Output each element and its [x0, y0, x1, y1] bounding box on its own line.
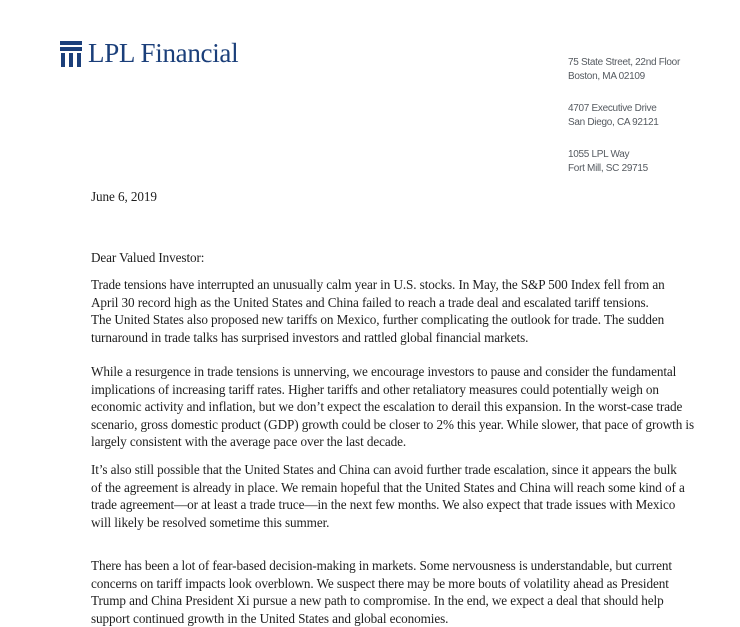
paragraph-2: [91, 363, 694, 451]
paragraph-4: [91, 557, 691, 627]
paragraph-line: concerns on tariff impacts look overblown. We suspect there may be more bouts of volatility ahead as President: [91, 575, 669, 591]
paragraph-1: [91, 276, 691, 346]
office-addresses: [568, 56, 680, 194]
paragraph-line: support continued growth in the United States and global economies.: [91, 610, 449, 626]
company-logo: [60, 40, 238, 67]
paragraph-line: implications of increasing tariff rates. Higher tariffs and other retaliatory measures could potentially weigh on: [91, 381, 659, 397]
paragraph-line: turnaround in trade talks has surprised investors and rattled global financial markets.: [91, 329, 529, 345]
paragraph-line: It’s also still possible that the United States and China can avoid further trade escalation, since it appears the bulk: [91, 462, 677, 477]
paragraph-line: The United States also proposed new tariffs on Mexico, further complicating the outlook for trade. The sudden: [91, 312, 665, 328]
letter-salutation: Dear Valued Investor:: [91, 250, 205, 265]
paragraph-line: will likely be resolved sometime this summer.: [91, 514, 330, 530]
paragraph-3: [91, 461, 691, 531]
lpl-logo-icon: [60, 41, 82, 67]
address-line: San Diego, CA 92121: [568, 117, 659, 128]
paragraph-line: Trump and China President Xi pursue a new path to compromise. In the end, we expect a deal that should help: [91, 593, 664, 609]
paragraph-line: scenario, gross domestic product (GDP) growth could be closer to 2% this year. While slower, that pace of growth is: [91, 416, 694, 432]
address-line: Fort Mill, SC 29715: [568, 163, 648, 174]
letter-date: June 6, 2019: [91, 189, 157, 204]
company-name: LPL Financial: [88, 38, 239, 68]
address-line: 75 State Street, 22nd Floor: [568, 57, 680, 68]
paragraph-line: There has been a lot of fear-based decision-making in markets. Some nervousness is understandable, but current: [91, 558, 672, 573]
paragraph-line: economic activity and inflation, but we don’t expect the escalation to derail this expansion. In the worst-case trade: [91, 399, 683, 415]
paragraph-line: of the agreement is already in place. We remain hopeful that the United States and China will reach some kind of a: [91, 479, 685, 495]
address-boston: [568, 56, 680, 84]
paragraph-line: While a resurgence in trade tensions is unnerving, we encourage investors to pause and consider the fundamental: [91, 364, 677, 379]
address-line: Boston, MA 02109: [568, 71, 645, 82]
paragraph-line: April 30 record high as the United States and China failed to reach a trade deal and escalated tariff tensions.: [91, 294, 649, 310]
address-san-diego: [568, 102, 680, 130]
paragraph-line: trade agreement—or at least a trade truce—in the next few months. We also expect that trade issues with Mexico: [91, 497, 676, 513]
address-line: 1055 LPL Way: [568, 149, 630, 160]
paragraph-line: largely consistent with the average pace over the last decade.: [91, 434, 407, 450]
paragraph-line: Trade tensions have interrupted an unusually calm year in U.S. stocks. In May, the S&P 500 Index fell from an: [91, 277, 665, 292]
address-line: 4707 Executive Drive: [568, 103, 657, 114]
address-fort-mill: [568, 148, 680, 176]
